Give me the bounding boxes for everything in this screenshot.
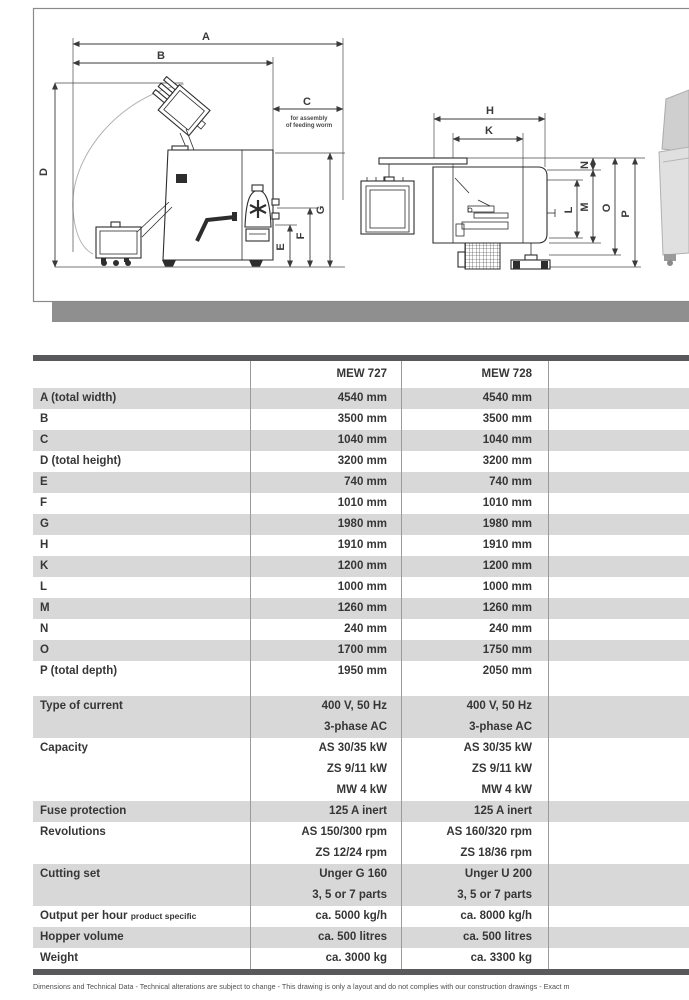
- value-mew728: 1040 mm: [482, 434, 532, 446]
- row-label-line: [40, 927, 250, 948]
- value-mew728: 3200 mm: [482, 455, 532, 467]
- value-mew727: [250, 906, 401, 927]
- value-mew728: 1980 mm: [482, 518, 532, 530]
- value-line: 3, 5 or 7 parts: [312, 889, 387, 901]
- column-divider-2: [401, 361, 402, 969]
- table-row: [33, 927, 689, 948]
- value-line: ZS 18/36 rpm: [460, 847, 532, 859]
- value-mew727: [250, 864, 401, 906]
- value-mew728: [401, 801, 548, 822]
- value-mew728: 2050 mm: [482, 665, 532, 677]
- value-mew727: 3500 mm: [337, 413, 387, 425]
- value-empty: [548, 619, 689, 640]
- dimension-label-f: F: [295, 232, 307, 240]
- row-label: [33, 864, 250, 906]
- value-mew728: 1910 mm: [482, 539, 532, 551]
- row-label: B: [40, 413, 49, 425]
- table-row: [33, 948, 689, 969]
- assembly-note-line1: for assembly: [290, 116, 328, 122]
- value-line: ZS 9/11 kW: [471, 763, 532, 775]
- value-empty: [548, 822, 689, 864]
- value-line: AS 30/35 kW: [318, 742, 387, 754]
- value-line: ca. 500 litres: [317, 931, 387, 943]
- row-label: P (total depth): [40, 665, 118, 677]
- value-line: ZS 12/24 rpm: [315, 847, 387, 859]
- table-row: [33, 388, 689, 409]
- value-mew728: [401, 696, 548, 738]
- dimension-label-a: A: [202, 31, 210, 43]
- row-label: M: [40, 602, 50, 614]
- value-line: AS 30/35 kW: [463, 742, 532, 754]
- technical-drawing: [0, 0, 689, 345]
- table-row: [33, 598, 689, 619]
- value-line: 400 V, 50 Hz: [321, 700, 387, 712]
- value-line: Unger G 160: [319, 868, 387, 880]
- row-label: N: [40, 623, 49, 635]
- value-empty: [548, 409, 689, 430]
- spec-table: [33, 355, 689, 975]
- table-row: [33, 430, 689, 451]
- value-empty: [548, 864, 689, 906]
- value-line: ca. 8000 kg/h: [460, 910, 532, 922]
- value-mew727: [250, 948, 401, 969]
- row-label-note: product specific: [130, 911, 197, 921]
- spec-rows: [33, 696, 689, 969]
- row-label: [33, 696, 250, 738]
- value-empty: [548, 696, 689, 738]
- dimension-label-m: M: [579, 202, 591, 212]
- value-mew727: [250, 801, 401, 822]
- value-line: AS 160/320 rpm: [446, 826, 532, 838]
- value-mew727: 240 mm: [344, 623, 387, 635]
- row-label-line: [40, 864, 250, 885]
- value-empty: [548, 493, 689, 514]
- table-row: [33, 864, 689, 906]
- value-mew727: 1950 mm: [337, 665, 387, 677]
- dimension-label-h: H: [486, 105, 494, 117]
- row-label-line: [40, 696, 250, 717]
- value-mew728: 1260 mm: [482, 602, 532, 614]
- value-mew727: 1000 mm: [337, 581, 387, 593]
- row-label: [33, 948, 250, 969]
- dimension-label-l: L: [563, 206, 575, 214]
- value-mew728: 1000 mm: [482, 581, 532, 593]
- table-row: [33, 801, 689, 822]
- value-mew728: 240 mm: [489, 623, 532, 635]
- table-row: [33, 696, 689, 738]
- value-empty: [548, 598, 689, 619]
- table-row: [33, 556, 689, 577]
- row-label: C: [40, 434, 49, 446]
- row-label-line: [40, 801, 250, 822]
- value-mew727: 740 mm: [344, 476, 387, 488]
- value-line: ZS 9/11 kW: [326, 763, 387, 775]
- table-row: [33, 535, 689, 556]
- row-label: [33, 927, 250, 948]
- value-empty: [548, 927, 689, 948]
- header-empty-right: [548, 361, 689, 388]
- table-row: [33, 822, 689, 864]
- value-empty: [548, 906, 689, 927]
- value-mew728: [401, 738, 548, 801]
- dimension-label-d: D: [38, 168, 50, 176]
- row-label: H: [40, 539, 49, 551]
- value-mew727: 1200 mm: [337, 560, 387, 572]
- table-row: [33, 409, 689, 430]
- value-line: ca. 3300 kg: [470, 952, 532, 964]
- value-line: 125 A inert: [329, 805, 387, 817]
- value-empty: [548, 640, 689, 661]
- row-label: D (total height): [40, 455, 122, 467]
- column-divider-3: [548, 361, 549, 969]
- value-mew728: [401, 948, 548, 969]
- value-mew728: [401, 864, 548, 906]
- table-header-row: [33, 361, 689, 388]
- value-mew727: [250, 927, 401, 948]
- table-row: [33, 577, 689, 598]
- value-line: ca. 500 litres: [462, 931, 532, 943]
- row-label: F: [40, 497, 48, 509]
- value-line: ca. 3000 kg: [325, 952, 387, 964]
- row-label: [33, 906, 250, 927]
- row-label-text: Cutting set: [40, 868, 101, 880]
- dimension-label-e: E: [275, 243, 287, 251]
- value-empty: [548, 451, 689, 472]
- value-empty: [548, 801, 689, 822]
- header-empty: [33, 361, 250, 388]
- drawing-shadow: [52, 302, 689, 322]
- value-line: MW 4 kW: [336, 784, 387, 796]
- value-empty: [548, 556, 689, 577]
- value-mew727: [250, 696, 401, 738]
- row-label-text: Revolutions: [40, 826, 106, 838]
- value-mew727: 1910 mm: [337, 539, 387, 551]
- value-line: ca. 5000 kg/h: [315, 910, 387, 922]
- value-line: 400 V, 50 Hz: [466, 700, 532, 712]
- dimension-label-p: P: [620, 210, 632, 218]
- value-mew727: 1260 mm: [337, 602, 387, 614]
- section-gap: [33, 682, 689, 696]
- value-mew727: 3200 mm: [337, 455, 387, 467]
- value-mew727: [250, 738, 401, 801]
- row-label-text: Hopper volume: [40, 931, 124, 943]
- dimension-label-g: G: [315, 205, 327, 215]
- table-row: [33, 738, 689, 801]
- value-line: 3-phase AC: [324, 721, 387, 733]
- row-label-line: [40, 948, 250, 969]
- value-mew727: 1700 mm: [337, 644, 387, 656]
- value-empty: [548, 430, 689, 451]
- column-divider-1: [250, 361, 251, 969]
- value-empty: [548, 661, 689, 682]
- table-row: [33, 493, 689, 514]
- value-mew727: 4540 mm: [337, 392, 387, 404]
- value-mew727: 1980 mm: [337, 518, 387, 530]
- value-mew727: [250, 822, 401, 864]
- value-line: 125 A inert: [474, 805, 532, 817]
- row-label-line: [40, 906, 250, 927]
- value-mew728: 1750 mm: [482, 644, 532, 656]
- value-mew728: 3500 mm: [482, 413, 532, 425]
- value-empty: [548, 388, 689, 409]
- value-empty: [548, 948, 689, 969]
- row-label-text: Capacity: [40, 742, 88, 754]
- dimension-rows: [33, 388, 689, 682]
- value-mew727: 1040 mm: [337, 434, 387, 446]
- dimension-label-k: K: [485, 125, 493, 137]
- column-header-mew728: MEW 728: [481, 368, 532, 380]
- value-line: AS 150/300 rpm: [301, 826, 387, 838]
- row-label-text: Fuse protection: [40, 805, 127, 817]
- value-mew728: [401, 906, 548, 927]
- row-label: G: [40, 518, 49, 530]
- value-mew728: 740 mm: [489, 476, 532, 488]
- table-row: [33, 661, 689, 682]
- value-empty: [548, 577, 689, 598]
- value-empty: [548, 472, 689, 493]
- dimension-label-b: B: [157, 50, 165, 62]
- value-line: Unger U 200: [464, 868, 532, 880]
- table-row: [33, 906, 689, 927]
- value-mew728: 4540 mm: [482, 392, 532, 404]
- row-label: O: [40, 644, 49, 656]
- column-header-mew727: MEW 727: [336, 368, 387, 380]
- value-mew728: [401, 927, 548, 948]
- table-row: [33, 640, 689, 661]
- row-label-line: [40, 822, 250, 843]
- dimension-label-c: C: [303, 96, 311, 108]
- value-empty: [548, 514, 689, 535]
- row-label: [33, 801, 250, 822]
- row-label: L: [40, 581, 48, 593]
- value-line: 3-phase AC: [469, 721, 532, 733]
- row-label-text: Type of current: [40, 700, 123, 712]
- row-label-text: Output per hour: [40, 910, 128, 922]
- row-label-text: Weight: [40, 952, 79, 964]
- value-mew728: [401, 822, 548, 864]
- table-row: [33, 472, 689, 493]
- value-mew728: 1200 mm: [482, 560, 532, 572]
- table-row: [33, 451, 689, 472]
- row-label-line: [40, 738, 250, 759]
- value-mew727: 1010 mm: [337, 497, 387, 509]
- row-label: K: [40, 560, 49, 572]
- value-mew728: 1010 mm: [482, 497, 532, 509]
- dimension-label-o: O: [601, 203, 613, 213]
- row-label: E: [40, 476, 48, 488]
- table-bottom-bar: [33, 969, 689, 975]
- value-empty: [548, 738, 689, 801]
- value-line: MW 4 kW: [481, 784, 532, 796]
- assembly-note-line2: of feeding worm: [285, 123, 333, 129]
- footer-disclaimer: Dimensions and Technical Data - Technical alterations are subject to change - This drawing is only a layout and do not complies with our construction drawings - Exact m: [33, 982, 570, 991]
- table-row: [33, 619, 689, 640]
- dimension-label-n: N: [579, 161, 591, 169]
- value-empty: [548, 535, 689, 556]
- row-label: [33, 822, 250, 864]
- table-row: [33, 514, 689, 535]
- row-label: A (total width): [40, 392, 117, 404]
- value-line: 3, 5 or 7 parts: [457, 889, 532, 901]
- row-label: [33, 738, 250, 801]
